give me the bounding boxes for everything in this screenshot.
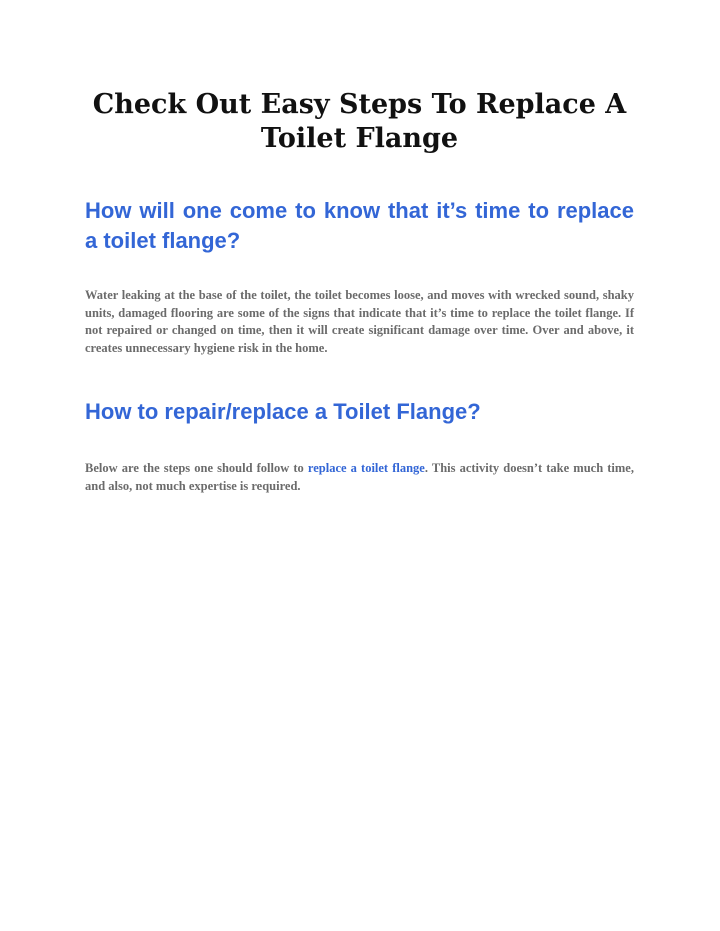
section-paragraph-steps-intro — [85, 460, 634, 495]
steps-intro-text-before-link: Below are the steps one should follow to — [85, 461, 308, 475]
document-title: Check Out Easy Steps To Replace A Toilet Flange — [92, 89, 627, 154]
section-heading-when-to-replace: How will one come to know that it’s time to replace a toilet flange? — [85, 198, 634, 253]
section-paragraph-signs: Water leaking at the base of the toilet, the toilet becomes loose, and moves with wrecked sound, shaky units, damaged flooring are some of the signs that indicate that it’s time to replace the toilet flange. If not repaired or changed on time, then it will create significant damage over time. Over and above, it creates unnecessary hygiene risk in the home. — [85, 288, 634, 355]
replace-toilet-flange-link[interactable]: replace a toilet flange — [307, 461, 425, 475]
section-heading-how-to-repair: How to repair/replace a Toilet Flange? — [85, 399, 481, 424]
steps-intro-text-after-link: . This activity doesn’t take much time, and also, not much expertise is required. — [85, 461, 634, 493]
document-content — [85, 88, 634, 495]
